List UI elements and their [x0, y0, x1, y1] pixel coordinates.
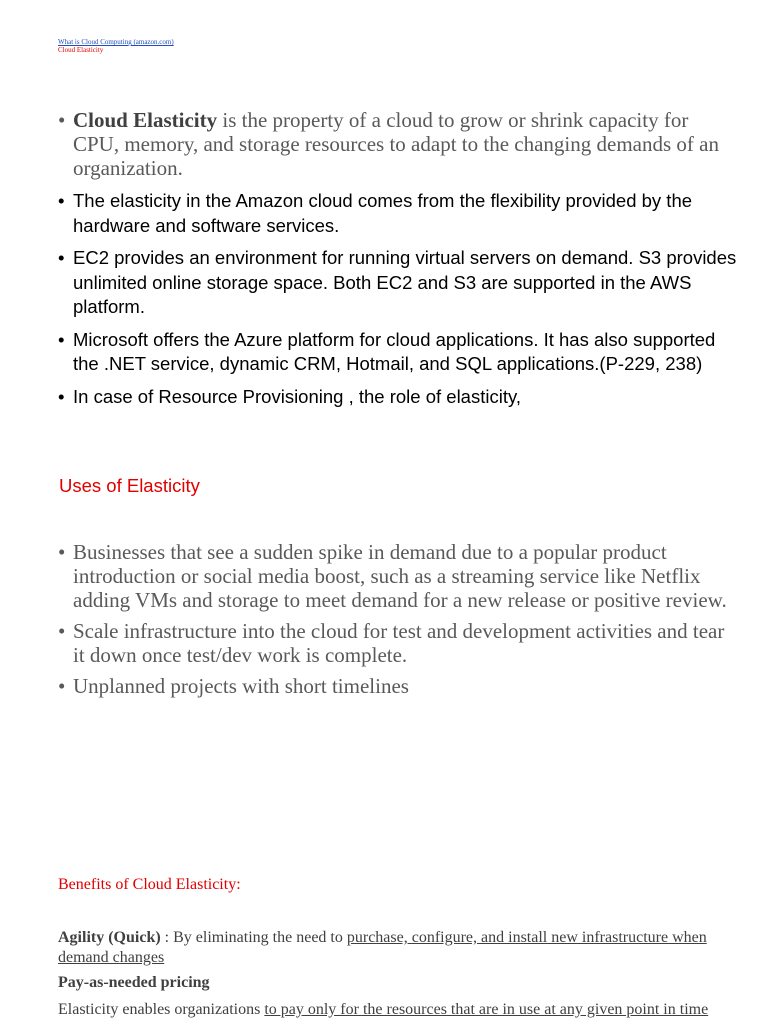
bullet-icon: • [58, 108, 66, 132]
list-item-text: The elasticity in the Amazon cloud comes from the flexibility provided by the hardware and software services. [73, 190, 693, 236]
pay-underlined-text: to pay only for the resources that are in use at any given point in time [264, 1001, 709, 1018]
list-item [58, 674, 738, 698]
uses-bullet-list [58, 540, 738, 705]
list-item-text: In case of Resource Provisioning , the role of elasticity, [73, 385, 521, 407]
amazon-cloud-link[interactable]: What is Cloud Computing (amazon.com) [58, 38, 174, 46]
benefits-heading: Benefits of Cloud Elasticity: [58, 876, 241, 893]
uses-heading: Uses of Elasticity [59, 475, 200, 496]
pay-paragraph [58, 1000, 738, 1020]
bullet-icon: • [58, 540, 66, 564]
cloud-elasticity-link[interactable]: Cloud Elasticity [58, 46, 104, 54]
list-item-text: EC2 provides an environment for running virtual servers on demand. S3 provides unlimited online storage space. Both EC2 and S3 are supported in the AWS platform. [73, 247, 737, 317]
list-item [58, 246, 738, 320]
intro-bullet-list [58, 108, 738, 417]
pay-text: Elasticity enables organizations [58, 1001, 265, 1018]
bullet-icon: • [58, 190, 65, 211]
bullet-icon: • [58, 619, 66, 643]
bullet-icon: • [58, 674, 66, 698]
agility-label: Agility (Quick) [58, 929, 161, 946]
list-item [58, 108, 738, 180]
agility-paragraph [58, 928, 738, 968]
list-item [58, 385, 738, 410]
bullet-icon: • [58, 328, 65, 350]
pay-as-needed-heading: Pay-as-needed pricing [58, 974, 210, 991]
cloud-elasticity-term: Cloud Elasticity [73, 108, 218, 132]
bullet-icon: • [58, 385, 65, 407]
top-links [58, 38, 174, 54]
list-item [58, 619, 738, 667]
list-item [58, 189, 738, 238]
list-item [58, 328, 738, 377]
agility-underlined-text: purchase, configure, and install new infrastructure when demand changes [58, 929, 707, 966]
list-item-text: Unplanned projects with short timelines [73, 674, 409, 698]
list-item-text: Scale infrastructure into the cloud for test and development activities and tear it down once test/dev work is complete. [73, 619, 725, 667]
bullet-icon: • [58, 247, 65, 268]
intro-definition: is the property of a cloud to grow or shrink capacity for CPU, memory, and storage resources to adapt to the changing demands of an organization. [73, 108, 719, 180]
list-item-text: Businesses that see a sudden spike in demand due to a popular product introduction or social media boost, such as a streaming service like Netflix adding VMs and storage to meet demand for a new release or positive review. [73, 540, 727, 612]
agility-separator: : By eliminating the need to [160, 929, 347, 946]
list-item [58, 540, 738, 612]
list-item-text: Microsoft offers the Azure platform for cloud applications. It has also supported the .NET service, dynamic CRM, Hotmail, and SQL applications.(P-229, 238) [73, 328, 716, 374]
